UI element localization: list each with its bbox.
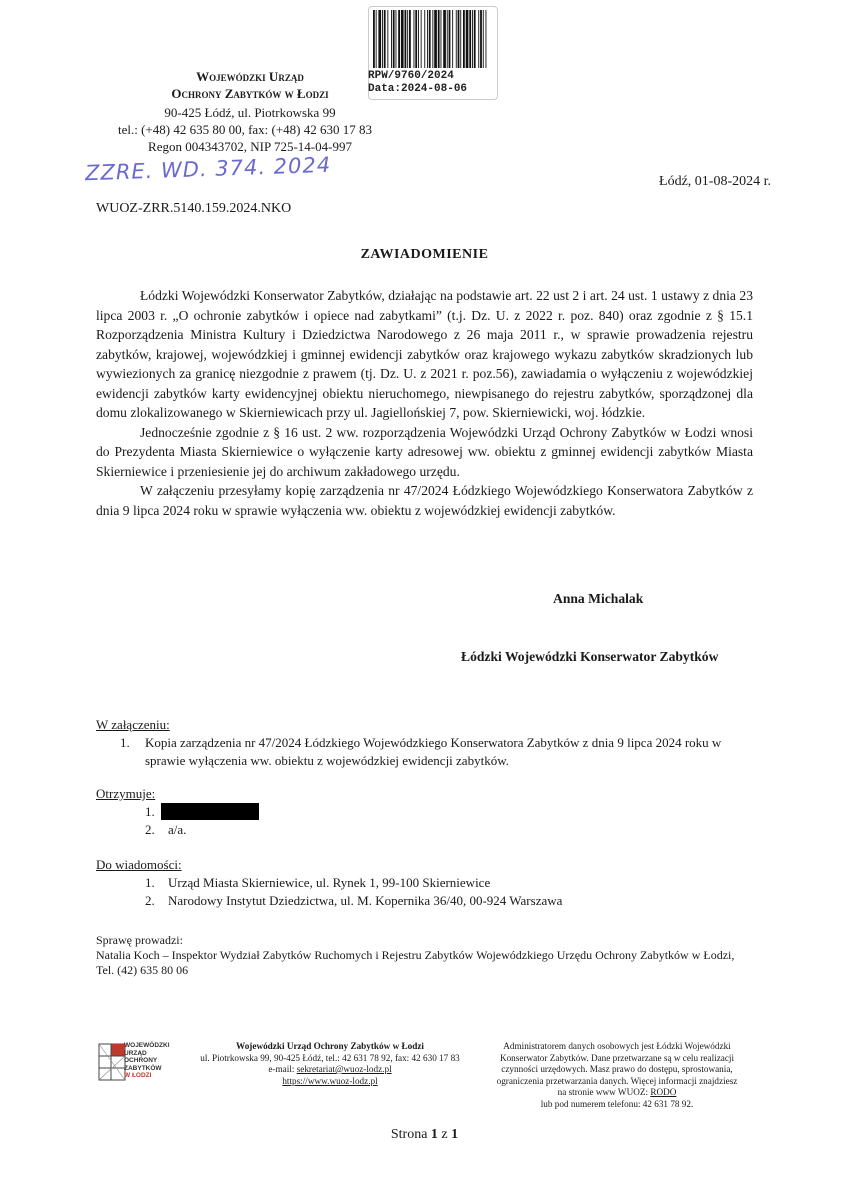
cc-heading: Do wiadomości: bbox=[96, 857, 182, 872]
office-logo bbox=[97, 1041, 179, 1085]
recipient-1-number: 1. bbox=[145, 804, 155, 819]
office-phone: tel.: (+48) 42 635 80 00, fax: (+48) 42 630 17 83 bbox=[117, 122, 373, 137]
footer-office-name: Wojewódzki Urząd Ochrony Zabytków w Łodzi bbox=[236, 1041, 424, 1051]
signatory-name: Anna Michalak bbox=[553, 591, 644, 606]
attachments-heading: W załączeniu: bbox=[96, 717, 170, 732]
handler-line2: Tel. (42) 635 80 06 bbox=[96, 963, 189, 977]
letter-body bbox=[96, 286, 753, 520]
logo-text: WOJEWÓDZKI URZĄD OCHRONY ZABYTKÓW W ŁODZI bbox=[124, 1042, 170, 1080]
paragraph-2: Jednocześnie zgodnie z § 16 ust. 2 ww. rozporządzenia Wojewódzki Urząd Ochrony Zabytków w Łodzi wnosi do Prezydenta Miasta Skierniewice o wyłączenie karty adresowej ww. obiektu z gminnej ewidencji zabytków Miasta Skierniewice i przeniesienie jej do archiwum zakładowego urzędu. bbox=[96, 424, 753, 479]
document-title: ZAWIADOMIENIE bbox=[360, 247, 489, 262]
attachments-list bbox=[120, 734, 760, 770]
case-reference: WUOZ-ZRR.5140.159.2024.NKO bbox=[96, 201, 292, 216]
recipient-2-number: 2. bbox=[145, 822, 155, 837]
page-number: Strona 1 z 1 bbox=[390, 1127, 459, 1142]
paragraph-3: W załączeniu przesyłamy kopię zarządzenia nr 47/2024 Łódzkiego Wojewódzkiego Konserwatora Zabytków z dnia 9 lipca 2024 roku w sprawie wyłączenia ww. obiektu z wojewódzkiej ewidencji zabytków. bbox=[96, 483, 753, 518]
office-name-line2: Ochrony Zabytków w Łodzi bbox=[171, 86, 329, 101]
footer-gdpr: Administratorem danych osobowych jest Łódzki Wojewódzki Konserwator Zabytków. Dane przetwarzane są w celu realizacji czynności urzędowych. Masz prawo do dostępu, sprostowania, ograniczenia przetwarzania danych. Więcej informacji znajdziesz na stronie www WUOZ: RODO lub pod numerem telefonu: 42 631 78 92. bbox=[496, 1041, 738, 1109]
registry-date: Data:2024-08-06 bbox=[368, 83, 468, 95]
footer-website-link[interactable]: https://www.wuoz-lodz.pl bbox=[282, 1075, 378, 1086]
office-name-line1: Wojewódzki Urząd bbox=[196, 69, 304, 84]
list-item: 1. Kopia zarządzenia nr 47/2024 Łódzkiego Wojewódzkiego Konserwatora Zabytków z dnia 9 lipca 2024 roku w sprawie wyłączenia ww. obiektu z wojewódzkiej ewidencji zabytków. bbox=[120, 735, 722, 768]
barcode-image bbox=[372, 10, 490, 68]
handler-line1: Natalia Koch – Inspektor Wydział Zabytków Ruchomych i Rejestru Zabytków Wojewódzkiego Urzędu Ochrony Zabytków w Łodzi, bbox=[96, 948, 735, 962]
footer-email-link[interactable]: sekretariat@wuoz-lodz.pl bbox=[296, 1064, 392, 1074]
cc-2-number: 2. bbox=[145, 893, 155, 908]
footer-email-line: e-mail: sekretariat@wuoz-lodz.pl bbox=[268, 1064, 392, 1074]
recipients-heading: Otrzymuje: bbox=[96, 786, 156, 801]
cc-1-text: Urząd Miasta Skierniewice, ul. Rynek 1, 99-100 Skierniewice bbox=[168, 875, 491, 890]
handwritten-registration: ZZRE. WD. 374. 2024 bbox=[84, 152, 332, 186]
office-address: 90-425 Łódź, ul. Piotrkowska 99 bbox=[164, 105, 336, 120]
redacted-recipient bbox=[161, 803, 259, 820]
logo-mark-icon bbox=[97, 1042, 127, 1082]
recipient-2-text: a/a. bbox=[168, 822, 187, 837]
cc-1-number: 1. bbox=[145, 875, 155, 890]
place-date: Łódź, 01-08-2024 r. bbox=[659, 174, 771, 189]
registry-number: RPW/9760/2024 bbox=[368, 70, 454, 82]
office-regon: Regon 004343702, NIP 725-14-04-997 bbox=[148, 139, 352, 154]
paragraph-1: Łódzki Wojewódzki Konserwator Zabytków, działając na podstawie art. 22 ust 2 i art. 24 ust. 1 ustawy z dnia 23 lipca 2003 r. „O ochronie zabytków i opiece nad zabytkami” (t.j. Dz. U. z 2022 r. poz. 840) oraz zgodnie z § 15.1 Rozporządzenia Ministra Kultury i Dziedzictwa Narodowego z 26 maja 2011 r., w sprawie prowadzenia rejestru zabytków, krajowej, wojewódzkiej i gminnej ewidencji zabytków oraz krajowego wykazu zabytków skradzionych lub wywiezionych za granicę niezgodnie z prawem (tj. Dz. U. z 2021 r. poz.56), zawiadamia o wyłączeniu z wojewódzkiej ewidencji zabytków karty ewidencyjnej obiektu nieruchomego, niewpisanego do rejestru zabytków, sporządzonej dla domu zlokalizowanego w Skierniewicach przy ul. Jagiellońskiej 7, pow. Skierniewicki, woj. łódzkie. bbox=[96, 288, 753, 420]
footer-contact bbox=[190, 1041, 470, 1087]
gdpr-link[interactable]: RODO bbox=[650, 1087, 677, 1097]
handler-heading: Sprawę prowadzi: bbox=[96, 933, 183, 947]
signatory-role: Łódzki Wojewódzki Konserwator Zabytków bbox=[461, 649, 719, 664]
footer-office-address: ul. Piotrkowska 99, 90-425 Łódź, tel.: 42 631 78 92, fax: 42 630 17 83 bbox=[200, 1052, 460, 1063]
cc-2-text: Narodowy Instytut Dziedzictwa, ul. M. Kopernika 36/40, 00-924 Warszawa bbox=[168, 893, 563, 908]
